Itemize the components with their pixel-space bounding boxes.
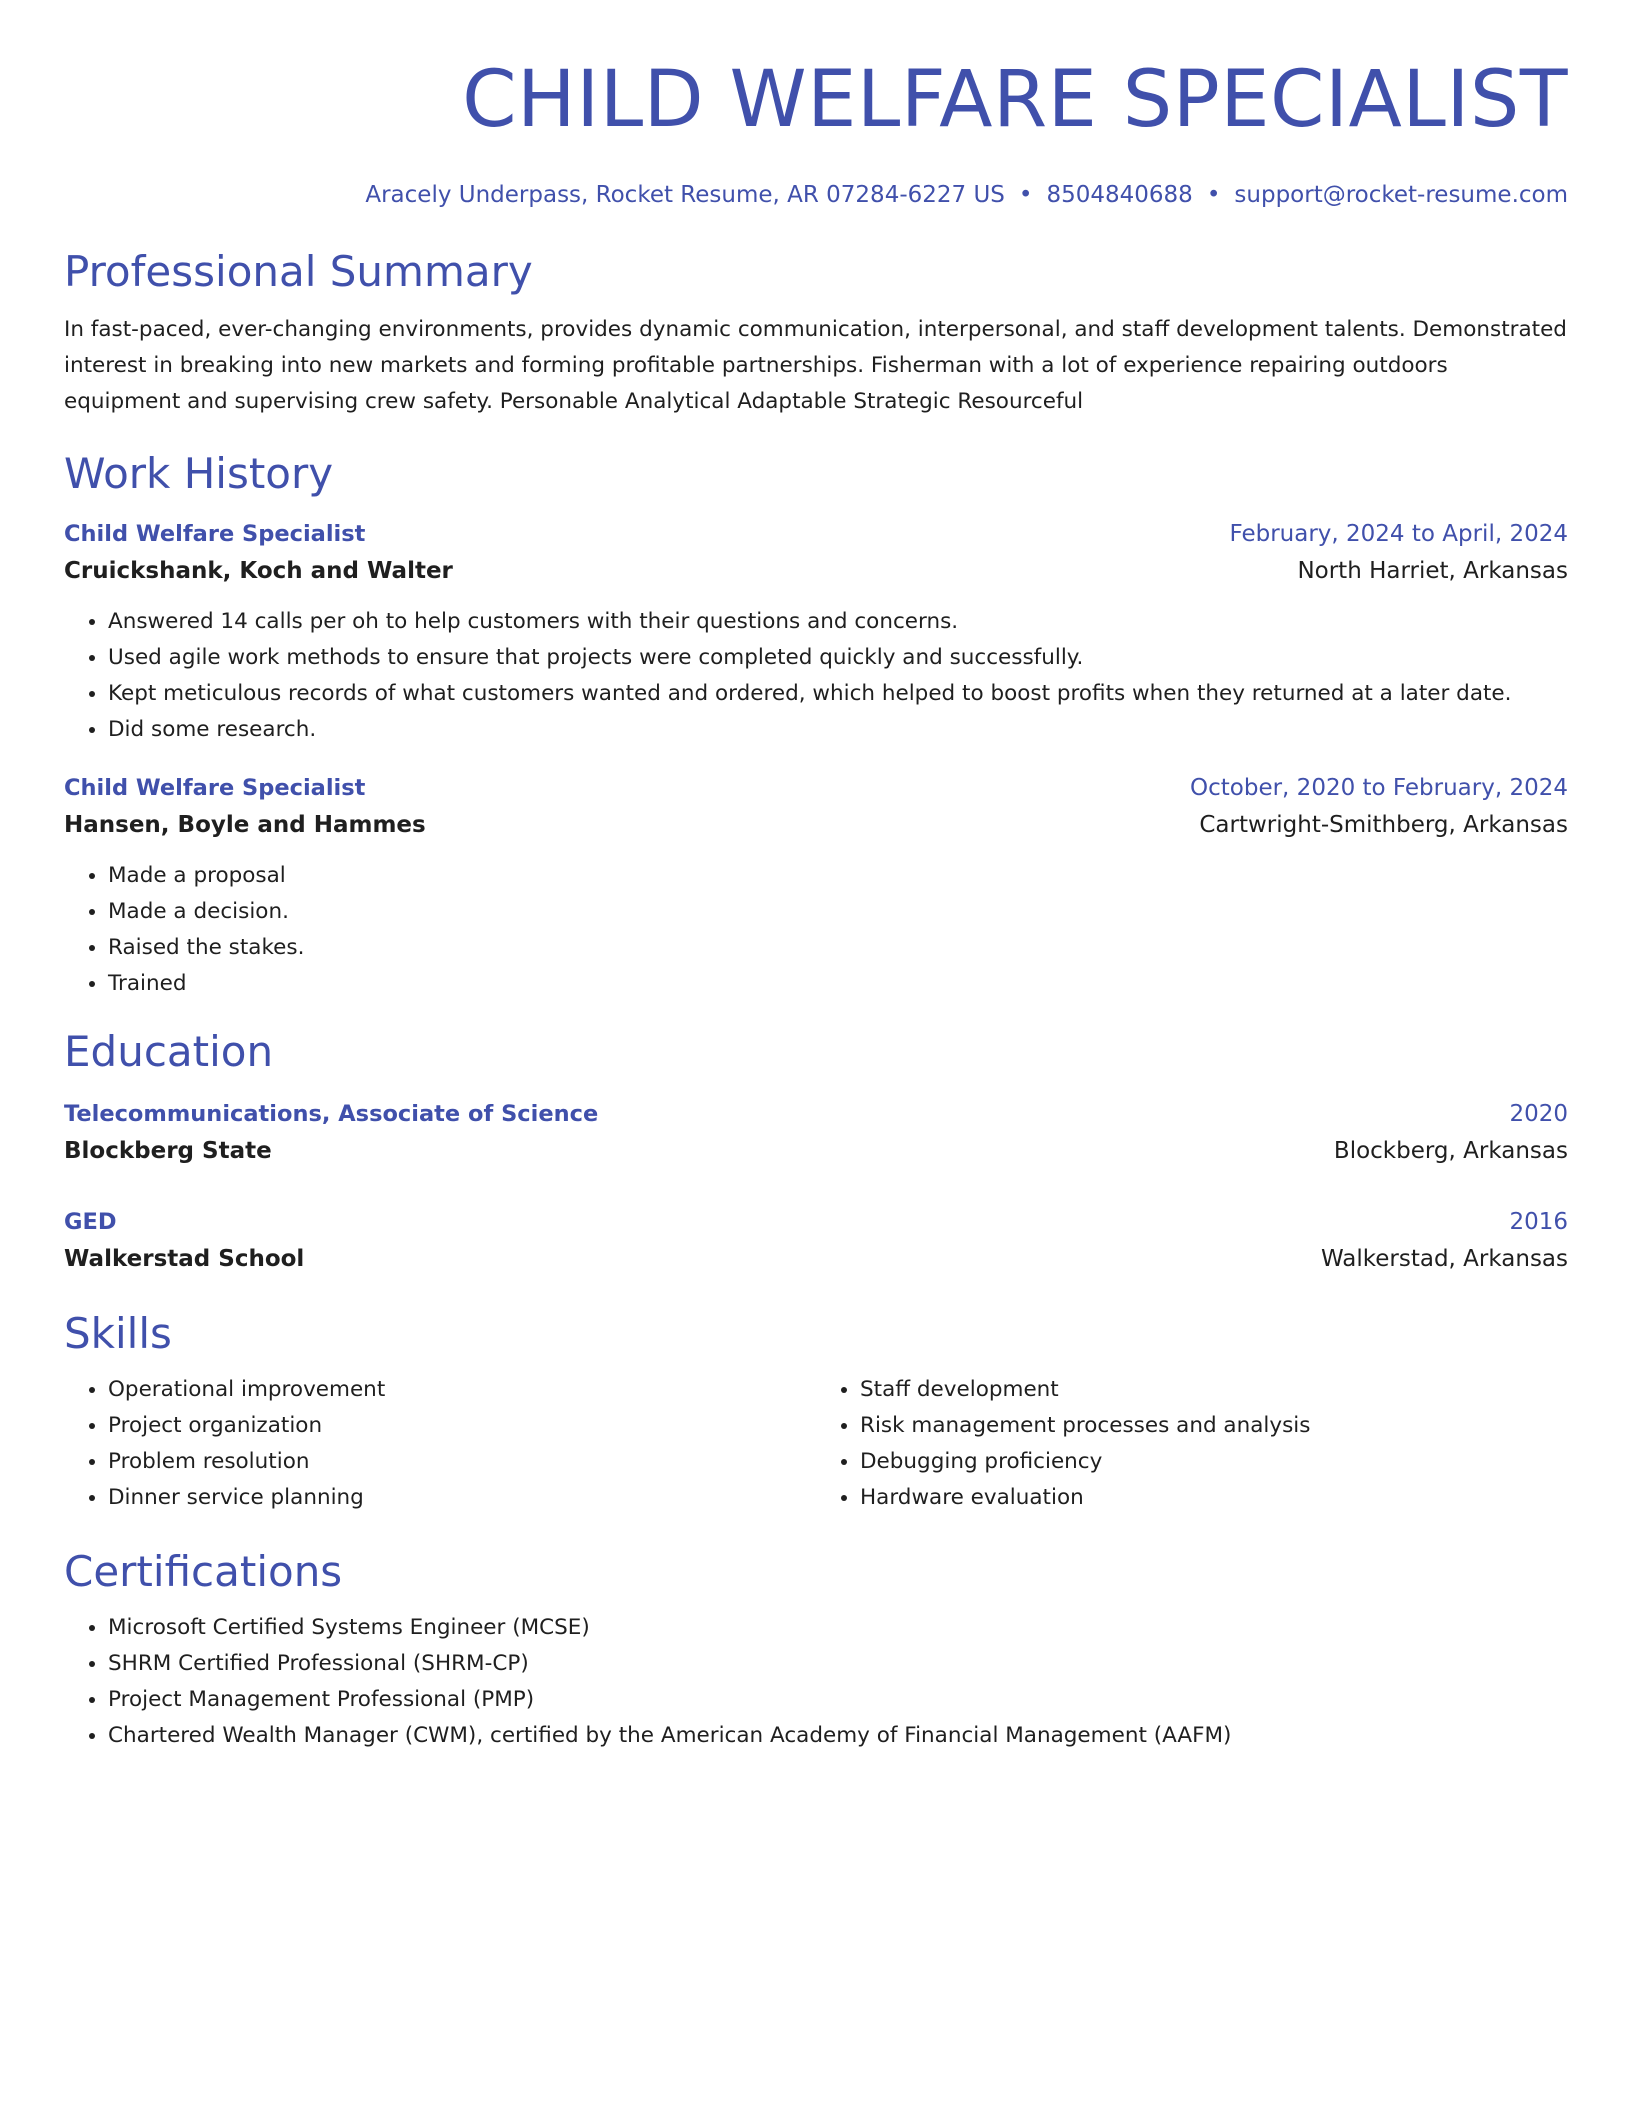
job-entry xyxy=(64,770,1568,1002)
skill-item: • Debugging proficiency xyxy=(860,1444,1568,1480)
job-location: North Harriet, Arkansas xyxy=(1297,558,1568,584)
job-title: Child Welfare Specialist xyxy=(64,775,366,801)
job-bullet: • Used agile work methods to ensure that projects were completed quickly and successfully. xyxy=(108,640,1568,676)
skills-grid xyxy=(64,1372,1568,1516)
education-entry xyxy=(64,1096,1568,1170)
section-heading-education: Education xyxy=(64,1027,274,1076)
summary-text: In fast-paced, ever-changing environments, provides dynamic communication, interpersonal, and staff development talents. Demonstrated interest in breaking into new markets and forming profitable partnerships. Fisherman with a lot of experience repairing outdoors equipment and supervising crew safety. Personable Analytical Adaptable Strategic Resourceful xyxy=(64,317,1567,414)
skill-item: • Problem resolution xyxy=(108,1444,816,1480)
job-bullet: • Answered 14 calls per oh to help customers with their questions and concerns. xyxy=(108,604,1568,640)
certification-item: • SHRM Certified Professional (SHRM-CP) xyxy=(108,1646,1568,1682)
skill-item: • Dinner service planning xyxy=(108,1480,816,1516)
education-location: Blockberg, Arkansas xyxy=(1333,1138,1568,1164)
certification-item: • Microsoft Certified Systems Engineer (MCSE) xyxy=(108,1610,1568,1646)
contact-separator: • xyxy=(1018,182,1033,208)
skills-list xyxy=(816,1372,1568,1516)
contact-separator: • xyxy=(1206,182,1221,208)
job-bullets xyxy=(64,858,1568,1002)
certification-item: • Chartered Wealth Manager (CWM), certified by the American Academy of Financial Management (AAFM) xyxy=(108,1718,1568,1754)
skills-column-left xyxy=(64,1372,816,1516)
job-bullet: • Kept meticulous records of what customers wanted and ordered, which helped to boost profits when they returned at a later date. xyxy=(108,676,1568,712)
job-title: Child Welfare Specialist xyxy=(64,521,366,547)
section-heading-work-history: Work History xyxy=(64,449,334,498)
certifications-list xyxy=(64,1610,1568,1754)
job-dates: October, 2020 to February, 2024 xyxy=(1190,775,1568,801)
certification-item: • Project Management Professional (PMP) xyxy=(108,1682,1568,1718)
job-bullets xyxy=(64,604,1568,748)
education-degree: Telecommunications, Associate of Science xyxy=(64,1101,599,1127)
job-company: Hansen, Boyle and Hammes xyxy=(64,812,426,838)
skill-item: • Hardware evaluation xyxy=(860,1480,1568,1516)
contact-info xyxy=(64,180,1568,210)
education-school: Walkerstad School xyxy=(64,1246,305,1272)
section-heading-summary: Professional Summary xyxy=(64,247,533,296)
skill-item: • Risk management processes and analysis xyxy=(860,1408,1568,1444)
skills-column-right xyxy=(816,1372,1568,1516)
contact-address: Aracely Underpass, Rocket Resume, AR 07284-6227 US xyxy=(365,182,1005,208)
education-entry xyxy=(64,1204,1568,1278)
education-location: Walkerstad, Arkansas xyxy=(1320,1246,1568,1272)
job-bullet: • Trained xyxy=(108,966,1568,1002)
education-school: Blockberg State xyxy=(64,1138,272,1164)
job-bullet: • Did some research. xyxy=(108,712,1568,748)
job-bullet: • Made a decision. xyxy=(108,894,1568,930)
skill-item: • Project organization xyxy=(108,1408,816,1444)
contact-phone[interactable]: 8504840688 xyxy=(1046,182,1193,208)
job-bullet: • Made a proposal xyxy=(108,858,1568,894)
section-heading-skills: Skills xyxy=(64,1309,172,1358)
job-entry xyxy=(64,516,1568,748)
section-heading-certifications: Certifications xyxy=(64,1547,343,1596)
job-location: Cartwright-Smithberg, Arkansas xyxy=(1199,812,1568,838)
job-dates: February, 2024 to April, 2024 xyxy=(1229,521,1568,547)
skill-item: • Operational improvement xyxy=(108,1372,816,1408)
skills-list xyxy=(64,1372,816,1516)
contact-email[interactable]: support@rocket-resume.com xyxy=(1234,182,1568,208)
education-year: 2020 xyxy=(1509,1101,1568,1127)
skill-item: • Staff development xyxy=(860,1372,1568,1408)
job-company: Cruickshank, Koch and Walter xyxy=(64,558,453,584)
resume-title: CHILD WELFARE SPECIALIST xyxy=(462,55,1568,145)
education-year: 2016 xyxy=(1509,1209,1568,1235)
education-degree: GED xyxy=(64,1209,117,1235)
job-bullet: • Raised the stakes. xyxy=(108,930,1568,966)
